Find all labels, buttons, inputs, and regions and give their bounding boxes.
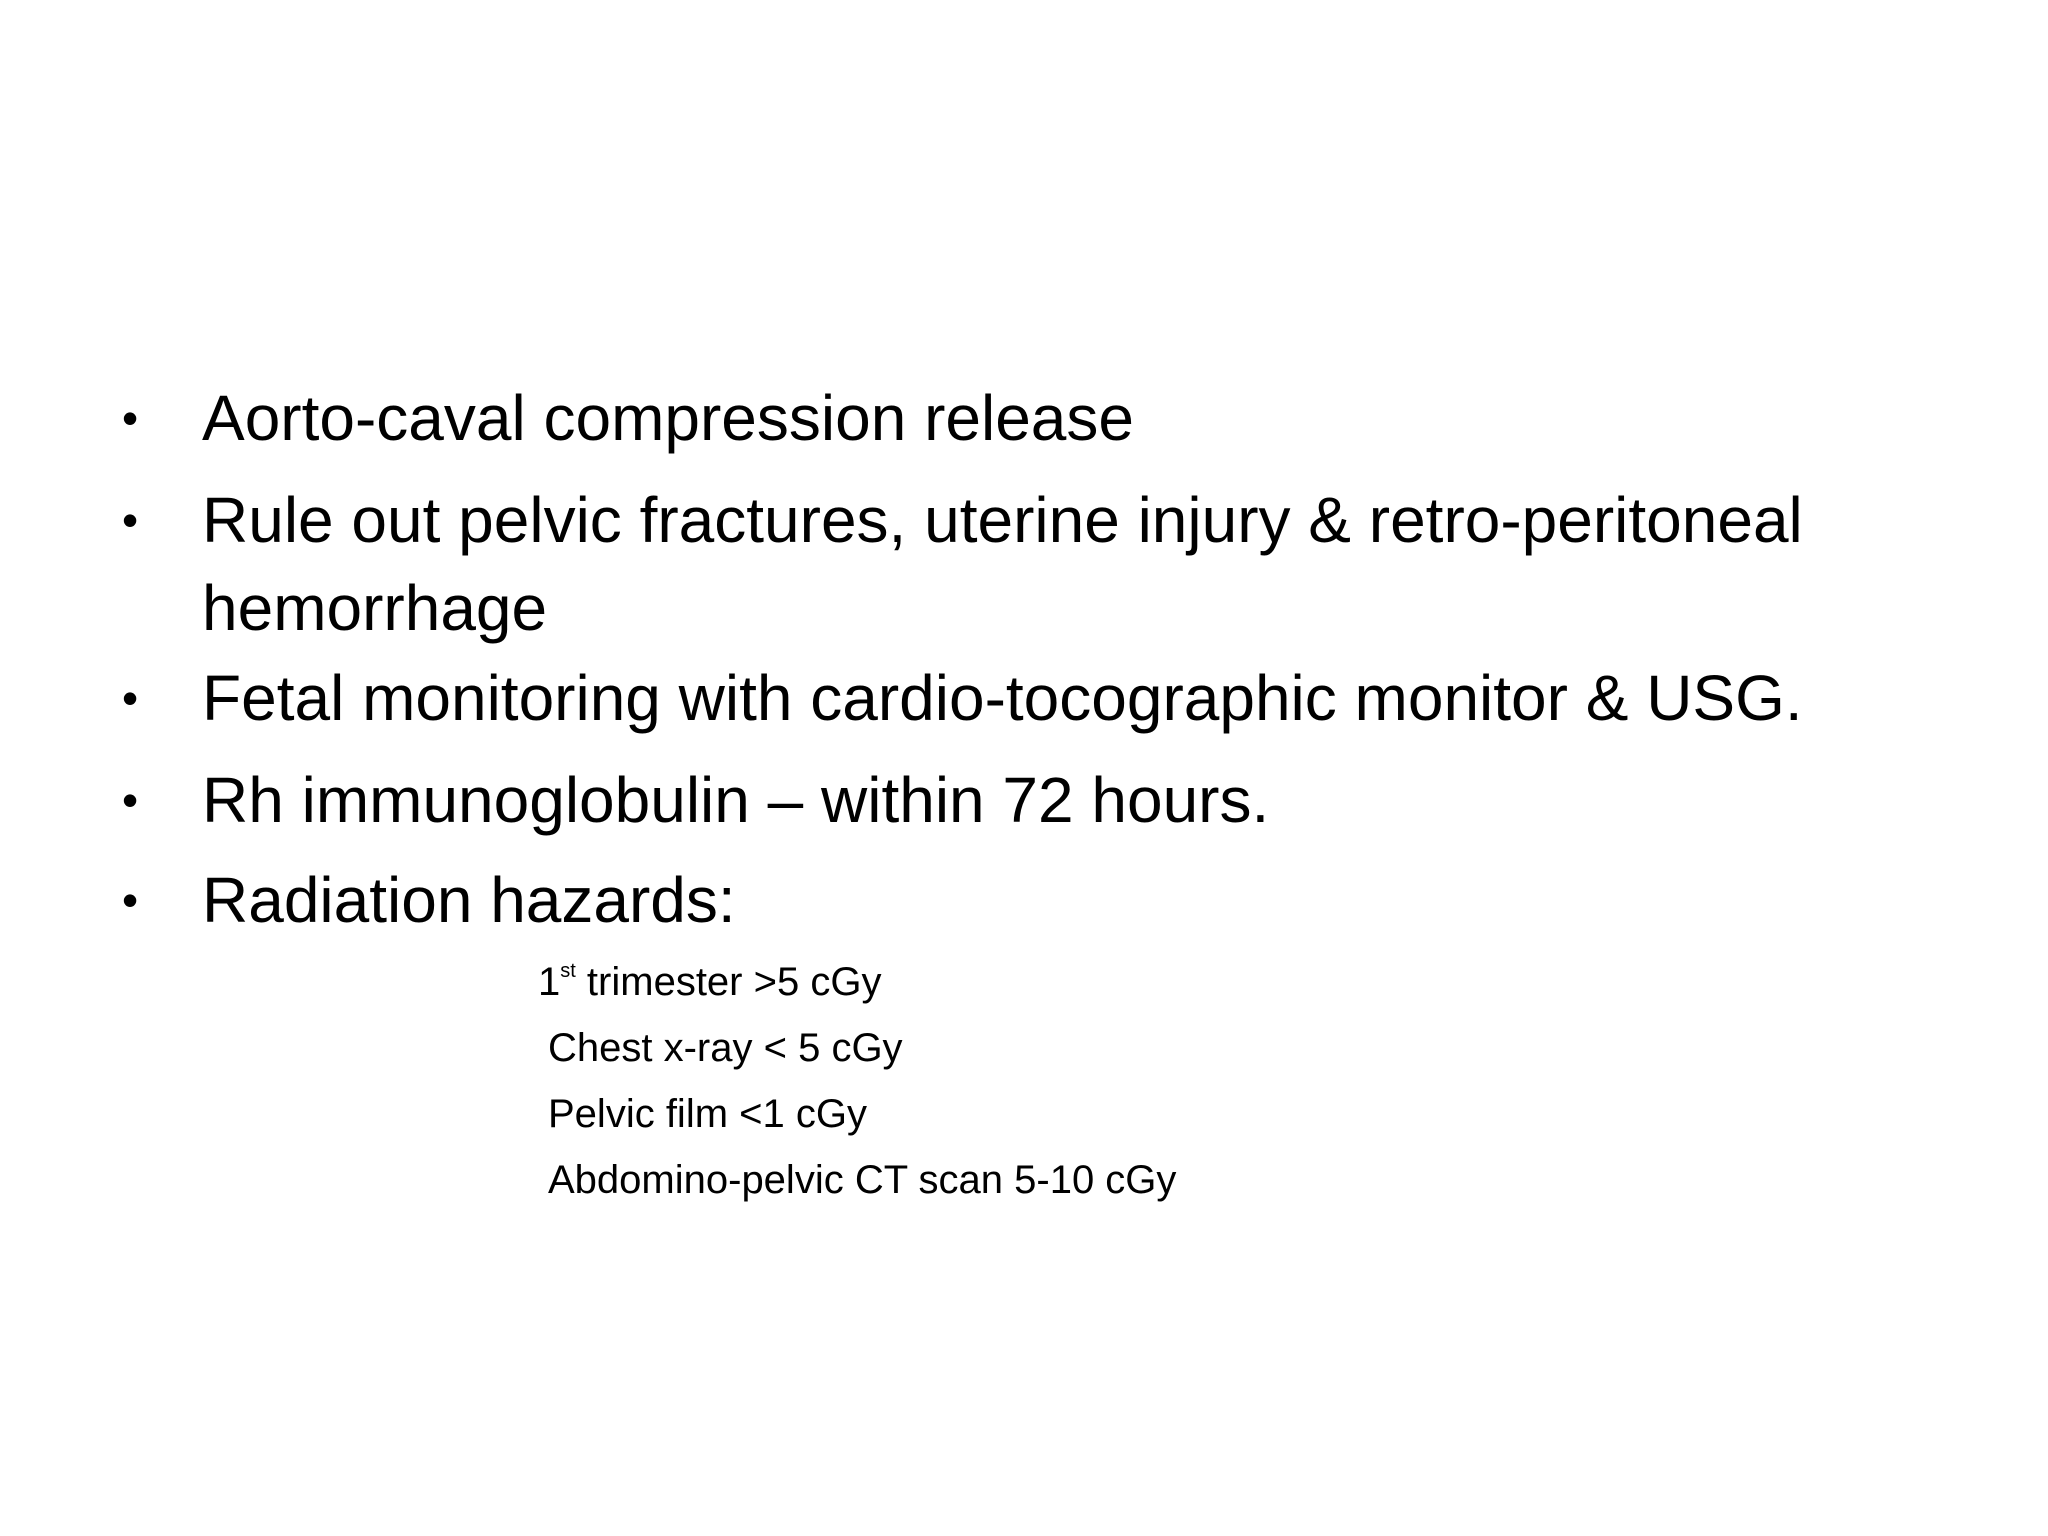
radiation-item-text: Pelvic film <1 cGy (548, 1092, 867, 1136)
bullet-icon: • (122, 494, 139, 546)
bullet-icon: • (122, 672, 139, 724)
bullet-text: Fetal monitoring with cardio-tocographic monitor & USG. (202, 662, 1803, 734)
ordinal-number: 1 (538, 960, 561, 1004)
bullet-item-aorto-caval (122, 374, 1982, 462)
bullet-icon: • (122, 774, 139, 826)
bullet-item-rh-immunoglobulin (122, 756, 1982, 844)
bullet-item-fetal-monitoring (122, 654, 1982, 742)
radiation-item-pelvic-film (548, 1089, 867, 1139)
ordinal-suffix: st (560, 960, 576, 982)
radiation-item-first-trimester (538, 957, 881, 1007)
radiation-item-text: Chest x-ray < 5 cGy (548, 1026, 903, 1070)
radiation-item-ct-scan (548, 1155, 1176, 1205)
radiation-item-text: trimester >5 cGy (575, 960, 882, 1004)
bullet-text: Rule out pelvic fractures, uterine injury & retro-peritoneal hemorrhage (202, 484, 1803, 644)
bullet-item-radiation-hazards (122, 856, 1982, 944)
bullet-text: Aorto-caval compression release (202, 382, 1134, 454)
bullet-item-rule-out (122, 476, 1982, 652)
radiation-item-chest-xray (548, 1023, 903, 1073)
bullet-text: Radiation hazards: (202, 864, 736, 936)
bullet-icon: • (122, 874, 139, 926)
bullet-icon: • (122, 392, 139, 444)
bullet-text: Rh immunoglobulin – within 72 hours. (202, 764, 1270, 836)
radiation-item-text: Abdomino-pelvic CT scan 5-10 cGy (548, 1158, 1177, 1202)
